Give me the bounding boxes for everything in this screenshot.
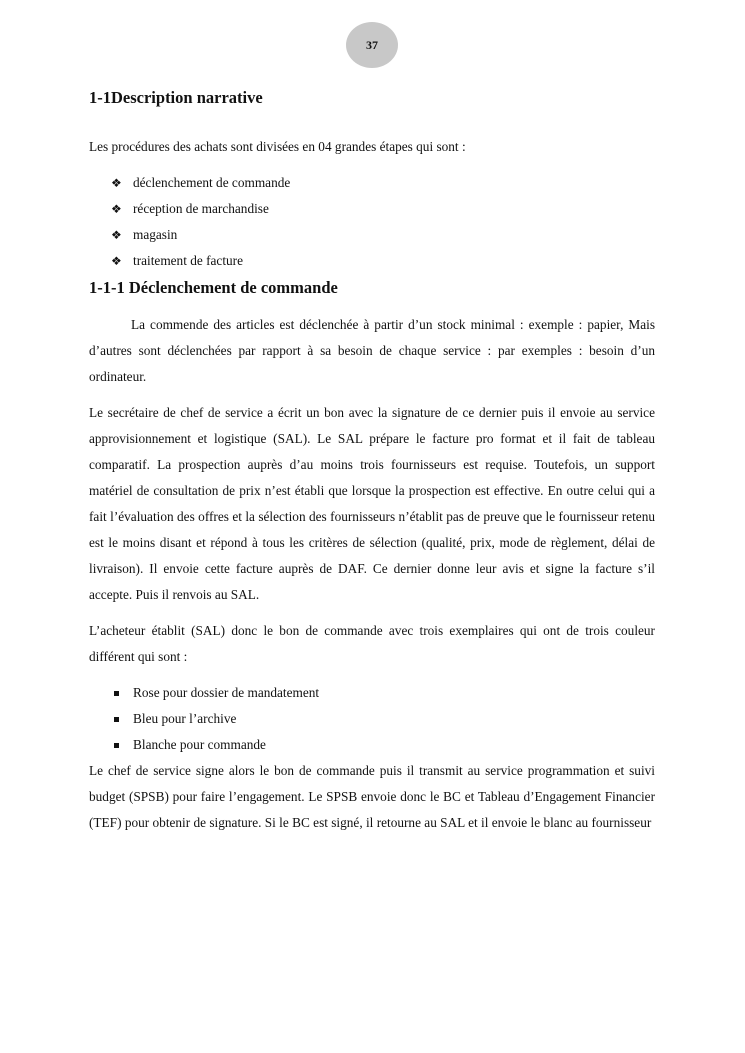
color-label: Rose pour dossier de mandatement	[133, 685, 320, 700]
square-bullet-icon	[111, 743, 133, 748]
colors-list	[89, 680, 655, 758]
list-item	[111, 170, 655, 196]
paragraph-acheteur: L’acheteur établit (SAL) donc le bon de commande avec trois exemplaires qui ont de trois couleur différent qui sont :	[89, 623, 655, 664]
list-item	[111, 196, 655, 222]
step-label: magasin	[133, 227, 178, 242]
paragraph-stock-minimal: La commende des articles est déclenchée à partir d’un stock minimal : exemple : papier, Mais d’autres sont déclenchées par rapport à sa besoin de chaque service : par exemples : besoin d’un ordinateur.	[89, 317, 655, 384]
diamond-bullet-icon: ❖	[111, 228, 122, 242]
diamond-bullet-icon: ❖	[111, 176, 122, 190]
square-bullet-icon	[111, 691, 133, 696]
steps-list	[89, 170, 655, 274]
list-item	[111, 706, 655, 732]
diamond-bullet-icon: ❖	[111, 202, 122, 216]
page-number: 37	[346, 22, 398, 68]
paragraph-secretaire: Le secrétaire de chef de service a écrit un bon avec la signature de ce dernier puis il envoie au service approvisionnement et logistique (SAL). Le SAL prépare le facture pro format et il fait de tableau comparatif. La prospection auprès d’au moins trois fournisseurs est requise. Toutefois, un support matériel de consultation de prix n’est établi que lorsque la prospection est effective. En outre celui qui a fait l’évaluation des offres et la sélection des fournisseurs n’établit pas de preuve que le fournisseur retenu est le moins disant et répond à tous les critères de sélection (qualité, prix, mode de règlement, délai de livraison). Il envoie cette facture auprès de DAF. Ce dernier donne leur avis et signe la facture s’il accepte. Puis il renvois au SAL.	[89, 405, 655, 602]
square-bullet-icon	[111, 717, 133, 722]
heading-description-narrative: 1-1Description narrative	[89, 88, 263, 107]
list-item	[111, 248, 655, 274]
step-label: traitement de facture	[133, 253, 244, 268]
step-label: réception de marchandise	[133, 201, 269, 216]
diamond-bullet-icon: ❖	[111, 254, 122, 268]
color-label: Blanche pour commande	[133, 737, 266, 752]
paragraph-chef-service: Le chef de service signe alors le bon de commande puis il transmit au service programmation et suivi budget (SPSB) pour faire l’engagement. Le SPSB envoie donc le BC et Tableau d’Engagement Financier (TEF) pour obtenir de signature. Si le BC est signé, il retourne au SAL et il envoie le blanc au fournisseur	[89, 763, 655, 830]
step-label: déclenchement de commande	[133, 175, 291, 190]
list-item	[111, 222, 655, 248]
intro-paragraph: Les procédures des achats sont divisées en 04 grandes étapes qui sont :	[89, 139, 466, 154]
heading-declenchement: 1-1-1 Déclenchement de commande	[89, 278, 338, 297]
color-label: Bleu pour l’archive	[133, 711, 237, 726]
document-body	[89, 84, 655, 846]
list-item	[111, 680, 655, 706]
list-item	[111, 732, 655, 758]
